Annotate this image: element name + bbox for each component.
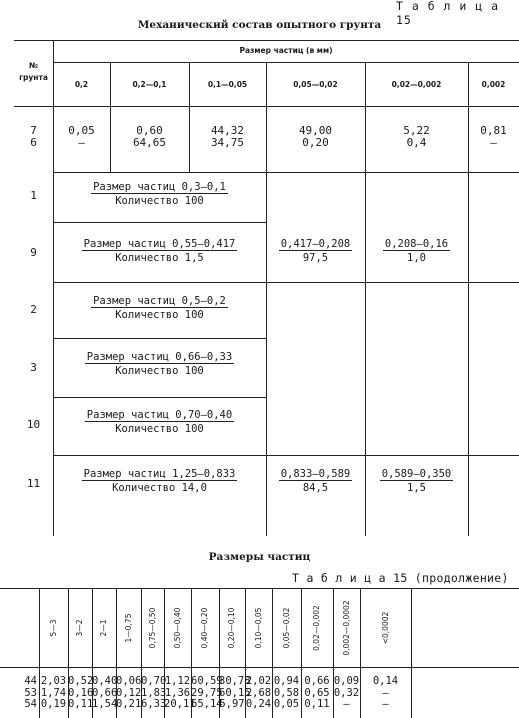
col-header: 0,2—0,1 (132, 80, 167, 89)
row-id: 9 (30, 246, 37, 259)
fraction-bottom: 97,5 (302, 252, 329, 264)
col-header: 0,75—0,50 (147, 607, 157, 649)
cell: 0,81 — (480, 124, 507, 149)
fraction-top: Размер частиц 0,55—0,417 (83, 238, 236, 250)
col-header: <0,0002 (380, 611, 390, 645)
row-id: 1 (30, 189, 37, 202)
row-ids: 44 53 54 (24, 675, 37, 710)
fraction (53, 350, 266, 378)
rule-subheader (53, 62, 519, 63)
fraction-bottom: Количество 100 (115, 195, 204, 207)
col-header: 0,05—0,02 (281, 607, 291, 649)
fraction-bottom: 1,0 (407, 252, 426, 264)
table-label: Т а б л и ц а 15 (396, 0, 500, 27)
fraction-bottom: Количество 100 (115, 423, 204, 435)
fraction-top: 0,208—0,16 (384, 238, 449, 250)
fraction (53, 180, 266, 208)
col-header: 3—2 (75, 619, 84, 637)
fraction (53, 408, 266, 436)
col-header: 1—0,75 (123, 613, 133, 643)
row-id: 3 (30, 361, 37, 374)
table-title: Размеры частиц (208, 551, 311, 563)
fraction (365, 237, 468, 265)
fraction (53, 237, 266, 265)
fraction-bottom: Количество 100 (115, 365, 204, 377)
data-column: 0,52 0,16 0,11 (68, 675, 94, 710)
row-rule (53, 282, 519, 283)
data-column: 0,40 0,66 1,54 (92, 675, 118, 710)
col-header: 2—1 (99, 619, 108, 637)
col-header: 0,50—0,40 (172, 607, 182, 649)
data-column: 0,14 — — (372, 675, 399, 710)
row-rule (53, 397, 266, 398)
data-column: 2,03 1,74 0,19 (40, 675, 67, 710)
col-header: 0,40—0,20 (200, 607, 209, 649)
cell: 0,05 — (68, 124, 95, 149)
data-column: 60,59 29,75 65,14 (191, 675, 223, 710)
fraction-top: Размер частиц 0,66—0,33 (86, 351, 233, 363)
col-header: 0,002 (481, 80, 506, 89)
fraction-top: Размер частиц 0,70—0,40 (86, 409, 233, 421)
data-column: 0,66 0,65 0,11 (304, 675, 330, 710)
col-header: 0,002—0,0002 (341, 600, 351, 656)
col-header: 0,10—0,05 (253, 607, 263, 649)
col-rule (189, 62, 190, 172)
row-id: 2 (30, 303, 37, 316)
data-column: 30,78 60,15 5,97 (219, 675, 251, 710)
col-header: 0,2 (74, 80, 89, 89)
fraction-bottom: Количество 100 (115, 309, 204, 321)
col-rule (411, 588, 412, 718)
fraction (266, 237, 365, 265)
size-header: Размер частиц (в мм) (239, 46, 333, 55)
fraction-top: Размер частиц 0,5—0,2 (93, 295, 226, 307)
cell: 49,00 0,20 (298, 124, 333, 149)
data-column: 0,70 1,83 6,33 (141, 675, 167, 710)
col-header: 0,05—0,02 (293, 80, 338, 89)
data-column: 2,02 2,68 0,24 (245, 675, 272, 710)
data-column: 0,94 0,58 0,05 (273, 675, 300, 710)
row-rule (53, 338, 266, 339)
col-header: 0,20—0,10 (227, 607, 236, 649)
fraction-top: Размер частиц 0,3—0,1 (93, 181, 226, 193)
fraction (365, 467, 468, 495)
fraction-bottom: Количество 14,0 (112, 482, 207, 494)
col-header: 0,02—0,002 (312, 605, 321, 651)
row-rule (53, 172, 519, 173)
col-rule (110, 62, 111, 172)
fraction (266, 467, 365, 495)
row-id: 10 (26, 418, 41, 431)
data-column: 0,09 0,32 — (333, 675, 360, 710)
table-label: Т а б л и ц а 15 (продолжение) (292, 571, 509, 585)
rule-top (14, 40, 519, 41)
fraction-bottom: 1,5 (407, 482, 426, 494)
col-header: 0,1—0,05 (207, 80, 248, 89)
data-column: 1,12 1,36 20,11 (164, 675, 196, 710)
table-title: Механический состав опытного грунта (137, 19, 382, 31)
fraction (53, 294, 266, 322)
col-header-no: № грунта (19, 61, 48, 82)
fraction-top: Размер частиц 1,25—0,833 (83, 468, 236, 480)
fraction-top: 0,417—0,208 (280, 238, 351, 250)
row-id: 11 (26, 477, 41, 490)
rule-header-bottom (0, 667, 519, 668)
cell: 44,32 34,75 (210, 124, 245, 149)
col-header: 0,02—0,002 (391, 80, 442, 89)
fraction-bottom: Количество 1,5 (115, 252, 204, 264)
fraction (53, 467, 266, 495)
row-rule (53, 455, 519, 456)
rule-top (0, 588, 519, 589)
row-rule (53, 222, 266, 223)
row-id: 7 6 (30, 124, 37, 149)
data-column: 0,06 0,12 0,21 (116, 675, 142, 710)
fraction-top: 0,833—0,589 (280, 468, 351, 480)
cell: 0,60 64,65 (132, 124, 167, 149)
col-rule (53, 40, 54, 536)
fraction-top: 0,589—0,350 (381, 468, 452, 480)
fraction-bottom: 84,5 (302, 482, 329, 494)
cell: 5,22 0,4 (403, 124, 430, 149)
col-header: 5—3 (48, 619, 58, 637)
